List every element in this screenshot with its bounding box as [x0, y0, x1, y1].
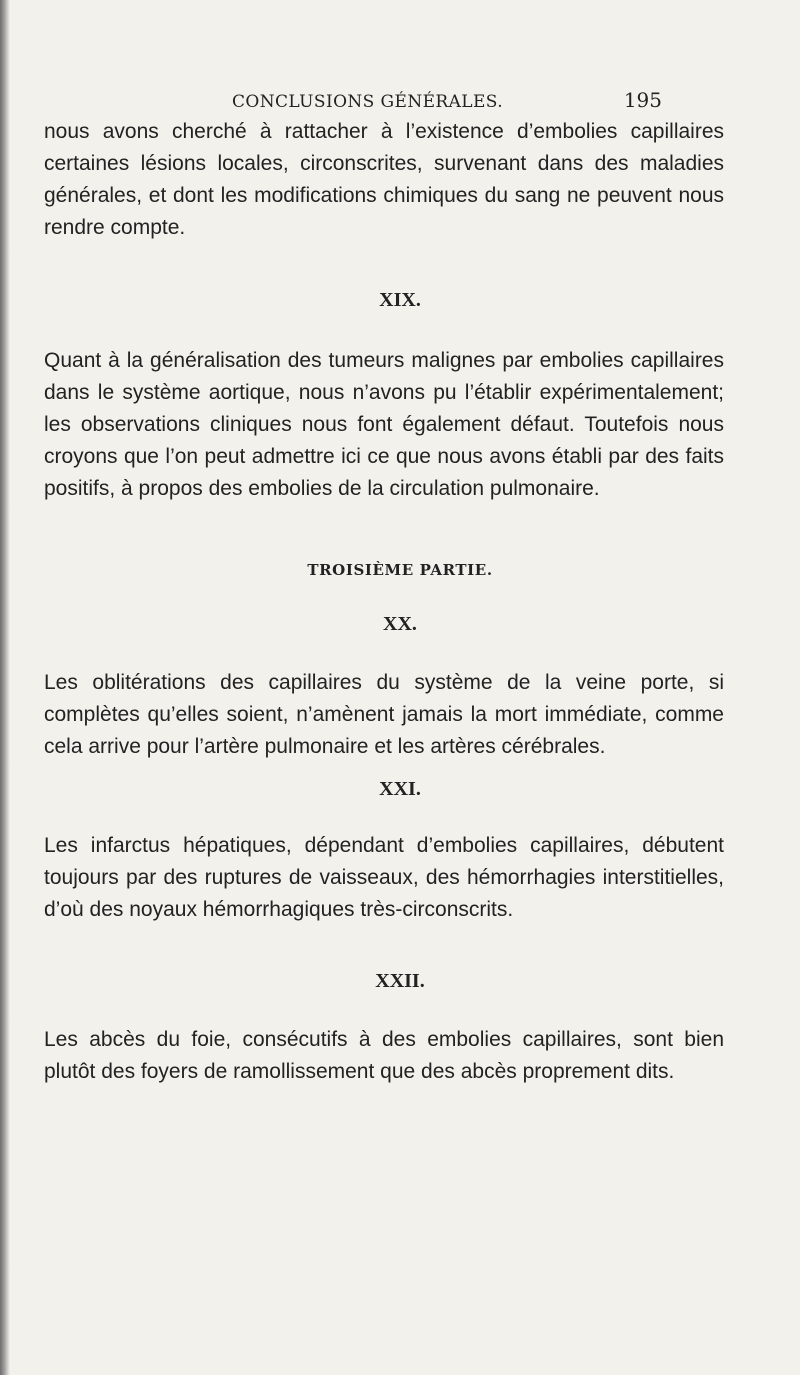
- paragraph-xix: Quant à la généralisation des tumeurs malignes par embolies capillaires dans le système aortique, nous n’avons pu l’établir expérimentalement; les observations cliniques nous font également défaut. Toutefois nous croyons que l’on peut admettre ici ce que nous avons établi par des faits positifs, à propos des embolies de la circulation pulmonaire.: [44, 349, 724, 500]
- section-heading-xxi: XXI.: [379, 778, 421, 800]
- page-binding-edge: [0, 0, 10, 1375]
- part-title: TROISIÈME PARTIE.: [307, 561, 493, 579]
- page-number: 195: [623, 88, 662, 112]
- section-heading-xix: XIX.: [379, 289, 421, 311]
- running-title: CONCLUSIONS GÉNÉRALES.: [232, 92, 504, 112]
- paragraph-xx: Les oblitérations des capillaires du système de la veine porte, si complètes qu’elles soient, n’amènent jamais la mort immédiate, comme cela arrive pour l’artère pulmonaire et les artères cérébrales.: [44, 671, 724, 758]
- paragraph-continuation: nous avons cherché à rattacher à l’existence d’embolies capillaires certaines lésions locales, circonscrites, survenant dans des maladies générales, et dont les modifications chimiques du sang ne peuvent nous rendre compte.: [44, 120, 724, 239]
- section-heading-xx: XX.: [383, 613, 417, 635]
- section-heading-xxii: XXII.: [375, 970, 425, 992]
- paragraph-xxi: Les infarctus hépatiques, dépendant d’embolies capillaires, débutent toujours par des ruptures de vaisseaux, des hémorrhagies interstitielles, d’où des noyaux hémorrhagiques très-circonscrits.: [44, 834, 724, 921]
- paragraph-xxii: Les abcès du foie, consécutifs à des embolies capillaires, sont bien plutôt des foyers de ramollissement que des abcès proprement dits.: [44, 1028, 724, 1083]
- page-header: [232, 88, 662, 118]
